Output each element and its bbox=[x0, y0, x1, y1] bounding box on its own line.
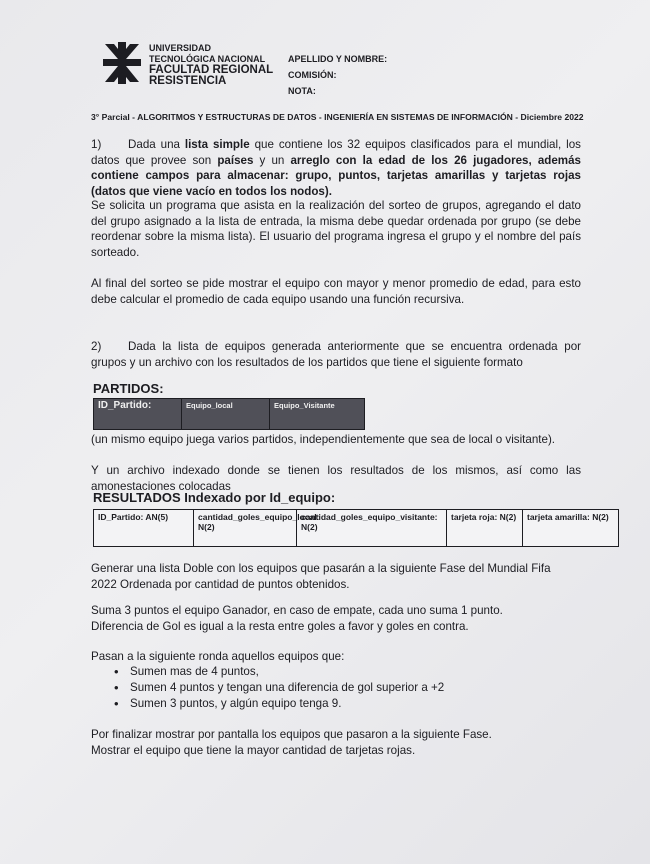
utn-logo bbox=[103, 42, 141, 84]
suma-text: Suma 3 puntos el equipo Ganador, en caso de empate, cada uno suma 1 punto. bbox=[91, 604, 503, 617]
resultados-col-id: ID_Partido: AN(5) bbox=[94, 510, 194, 546]
institution-line-3: FACULTAD REGIONAL bbox=[149, 64, 274, 76]
resultados-col-goles-local: cantidad_goles_equipo_local: N(2) bbox=[194, 510, 297, 546]
generar-text: Generar una lista Doble con los equipos que pasarán a la siguiente Fase del Mundial Fifa 2022 Ordenada por cantidad de puntos obtenidos. bbox=[91, 562, 551, 591]
student-fields bbox=[288, 51, 387, 99]
q1-text-b: lista simple bbox=[184, 138, 250, 151]
q1-text-a: Dada una bbox=[128, 138, 185, 151]
q1-text-c: que contiene los 32 equipos clasificados para el mundial, los datos que provee son bbox=[91, 138, 581, 167]
q1-paragraph-3: Al final del sorteo se pide mostrar el equipo con mayor y menor promedio de edad, para esto debe calcular el promedio de cada equipo usando una función recursiva. bbox=[91, 277, 581, 306]
q2-intro-text: Dada la lista de equipos generada anteriormente que se encuentra ordenada por grupos y un archivo con los resultados de los partidos que tiene el siguiente formato bbox=[91, 340, 581, 369]
exam-title: 3° Parcial - ALGORITMOS Y ESTRUCTURAS DE DATOS - INGENIERÍA EN SISTEMAS DE INFORMACIÓN - Diciembre 2022 bbox=[91, 112, 584, 122]
q1-paragraph-1 bbox=[91, 137, 581, 199]
pasan-intro: Pasan a la siguiente ronda aquellos equipos que: bbox=[91, 650, 345, 663]
name-field-label: APELLIDO Y NOMBRE: bbox=[288, 54, 388, 64]
partidos-note: (un mismo equipo juega varios partidos, independientemente que sea de local o visitante). bbox=[91, 433, 556, 446]
resultados-label: RESULTADOS Indexado por Id_equipo: bbox=[93, 490, 336, 505]
resultados-col-tarjeta-roja: tarjeta roja: N(2) bbox=[447, 510, 523, 546]
partidos-label: PARTIDOS: bbox=[93, 381, 164, 396]
institution-name bbox=[149, 43, 273, 87]
partidos-col-local: Equipo_local bbox=[182, 399, 270, 429]
resultados-col-tarjeta-amarilla: tarjeta amarilla: N(2) bbox=[527, 512, 609, 522]
resultados-col-goles-visitante: cantidad_goles_equipo_visitante: N(2) bbox=[297, 510, 447, 546]
institution-line-1: UNIVERSIDAD bbox=[149, 43, 212, 53]
q1-number: 1) bbox=[91, 138, 102, 151]
q1-text-f: arreglo con la edad de los 26 jugadores, además contiene campos para almacenar: grupo, puntos, tarjetas amarillas y tarjetas rojas (datos que viene vacío en todos los nodos). bbox=[91, 153, 582, 198]
bullet-item-3: • Sumen 3 puntos, y algún equipo tenga 9. bbox=[114, 696, 444, 712]
institution-line-2: TECNOLÓGICA NACIONAL bbox=[149, 54, 266, 64]
partidos-table bbox=[93, 398, 365, 430]
bullet-item-1: • Sumen mas de 4 puntos, bbox=[114, 664, 444, 680]
resultados-table bbox=[93, 509, 619, 547]
partidos-col-visitante: Equipo_Visitante bbox=[270, 399, 364, 429]
q1-text-d: países bbox=[217, 153, 254, 167]
bullet-item-2: • Sumen 4 puntos y tengan una diferencia de gol superior a +2 bbox=[114, 680, 444, 696]
diferencia-text: Diferencia de Gol es igual a la resta entre goles a favor y goles en contra. bbox=[91, 620, 469, 633]
q1-text-e: y un bbox=[253, 153, 291, 167]
pasan-bullets bbox=[114, 664, 444, 712]
archivo-text: Y un archivo indexado donde se tienen los resultados de los mismos, así como las amonestaciones colocadas bbox=[91, 464, 581, 493]
final-text-2: Mostrar el equipo que tiene la mayor cantidad de tarjetas rojas. bbox=[91, 744, 416, 757]
q2-intro bbox=[91, 339, 581, 370]
q2-number: 2) bbox=[91, 340, 102, 353]
commission-field-label: COMISIÓN: bbox=[288, 70, 337, 80]
institution-line-4: RESISTENCIA bbox=[149, 75, 227, 87]
grade-field-label: NOTA: bbox=[288, 86, 316, 96]
partidos-col-id: ID_Partido: bbox=[94, 399, 182, 429]
final-text-1: Por finalizar mostrar por pantalla los equipos que pasaron a la siguiente Fase. bbox=[91, 728, 492, 741]
q1-paragraph-2: Se solicita un programa que asista en la realización del sorteo de grupos, agregando el dato del grupo asignado a la lista de entrada, la misma debe quedar ordenada por grupo (se debe reordenar sobre la misma lista). El usuario del programa ingresa el grupo y el nombre del país sorteado. bbox=[91, 199, 581, 259]
